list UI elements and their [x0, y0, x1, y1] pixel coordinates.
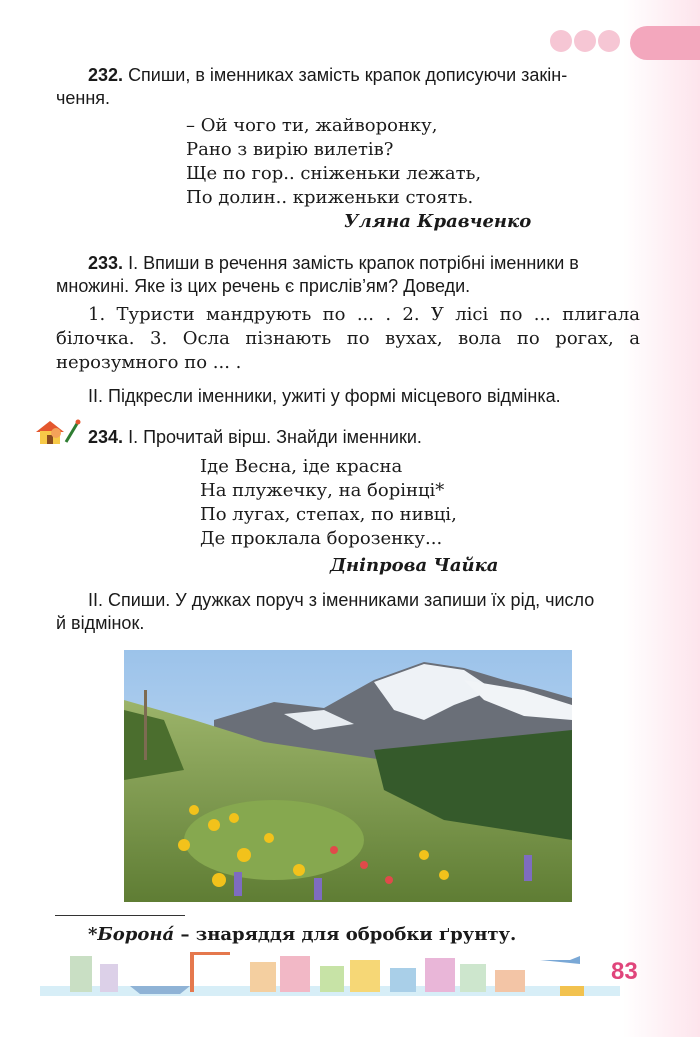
task-text: множині. Яке із цих речень є прислів’ям? Доведи.	[56, 276, 471, 296]
poem-line: На плужечку, на борінці*	[200, 480, 445, 501]
footnote-divider	[55, 915, 185, 916]
footnote-term: *Борона́	[88, 924, 175, 945]
task-text: І. Впиши в речення замість крапок потрібні іменники в	[128, 253, 579, 273]
poem-author: Дніпрова Чайка	[330, 555, 499, 576]
mountain-meadow-photo	[124, 650, 572, 902]
footnote	[88, 924, 516, 945]
exercise-234-task	[88, 426, 422, 449]
poem-line: Іде Весна, іде красна	[200, 456, 403, 477]
exercise-233-task	[56, 252, 648, 298]
poem-line: Ще по гор.. сніженьки лежать,	[186, 163, 482, 184]
header-decoration	[510, 26, 700, 60]
poem-line: По лугах, степах, по нивці,	[200, 504, 457, 525]
task-text: Спиши, в іменниках замість крапок дописуючи закін-	[128, 65, 568, 85]
task-text: І. Прочитай вірш. Знайди іменники.	[128, 427, 422, 447]
task-text: чення.	[56, 88, 111, 108]
poem-author: Уляна Кравченко	[344, 211, 532, 232]
footnote-definition: – знаряддя для обробки ґрунту.	[174, 924, 517, 945]
exercise-232-poem	[186, 114, 481, 210]
exercise-number: 232.	[88, 65, 124, 85]
poem-line: Рано з вирію вилетів?	[186, 139, 394, 160]
task-text: й відмінок.	[56, 613, 145, 633]
exercise-number: 234.	[88, 427, 124, 447]
page-tab	[630, 26, 700, 60]
sentence-line: 1. Туристи мандрують по ... . 2. У лісі по ... плигала	[88, 304, 640, 325]
footer-city-illustration	[40, 950, 620, 1008]
exercise-232-task	[56, 64, 648, 110]
decor-dot	[550, 30, 572, 52]
exercise-233-sentences	[56, 303, 648, 375]
exercise-234-part2	[56, 589, 648, 635]
home-task-icon	[34, 418, 82, 446]
sentence-line: нерозумного по ... .	[56, 352, 242, 373]
poem-line: – Ой чого ти, жайворонку,	[186, 115, 438, 136]
decor-dot	[574, 30, 596, 52]
exercise-234-poem	[200, 455, 457, 551]
poem-line: По долин.. криженьки стоять.	[186, 187, 474, 208]
decor-dot	[598, 30, 620, 52]
exercise-number: 233.	[88, 253, 124, 273]
exercise-233-part2: ІІ. Підкресли іменники, ужиті у формі місцевого відмінка.	[88, 386, 561, 406]
task-text: ІІ. Спиши. У дужках поруч з іменниками запиши їх рід, число	[88, 590, 595, 610]
page-edge-gradient	[590, 0, 700, 1037]
page-number: 83	[611, 958, 638, 985]
sentence-line: білочка. 3. Осла пізнають по вухах, вола по рогах, а	[56, 328, 640, 349]
poem-line: Де проклала борозенку...	[200, 528, 443, 549]
